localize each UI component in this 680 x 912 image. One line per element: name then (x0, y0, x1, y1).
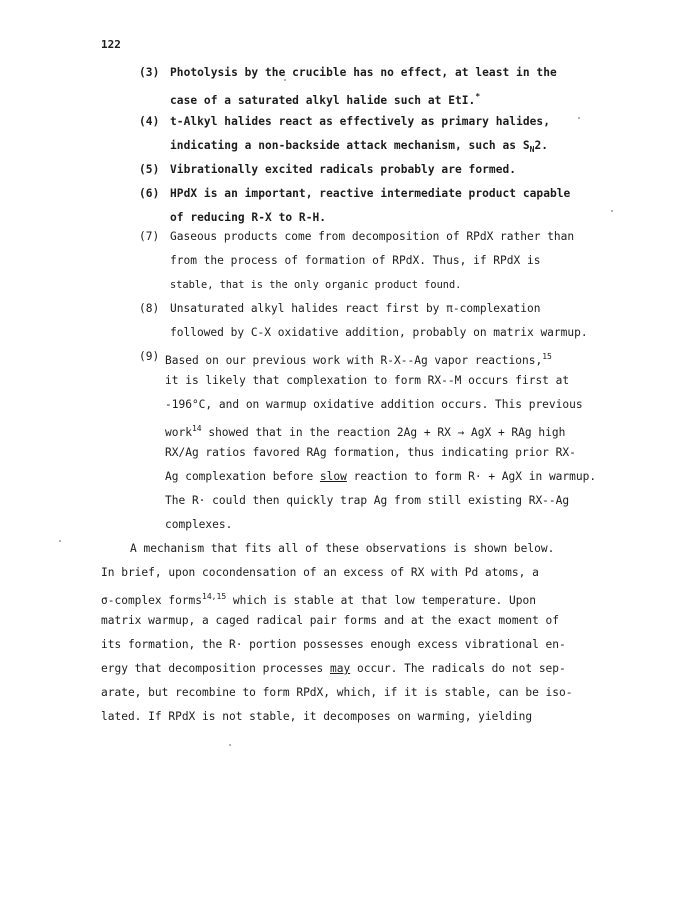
reference-15: 15 (542, 352, 552, 361)
item-9-line-1-text: Based on our previous work with R-X--Ag vapor reactions, (165, 354, 543, 367)
sn2-tail: 2. (534, 139, 549, 152)
item-4-line-1: t-Alkyl halides react as effectively as primary halides, (170, 115, 550, 128)
item-9-line-6-tail: reaction to form R· + AgX in warmup. (346, 470, 597, 483)
paragraph-line-5: its formation, the R· portion possesses enough excess vibrational en- (101, 638, 566, 651)
page-number: 122 (101, 38, 121, 51)
paragraph-line-6-tail: occur. The radicals do not sep- (350, 662, 566, 675)
paragraph-line-8: lated. If RPdX is not stable, it decomposes on warming, yielding (101, 710, 533, 723)
item-7-line-3: stable, that is the only organic product found. (170, 279, 462, 291)
item-number: (4) (139, 115, 160, 128)
item-7-line-2: from the process of formation of RPdX. Thus, if RPdX is (170, 254, 541, 267)
item-9-line-7: The R· could then quickly trap Ag from still existing RX--Ag (165, 494, 570, 507)
item-number: (6) (139, 187, 160, 200)
item-number: (5) (139, 163, 160, 176)
item-9-line-2: it is likely that complexation to form RX--M occurs first at (165, 374, 570, 387)
paragraph-line-3-tail: which is stable at that low temperature. Upon (226, 594, 536, 607)
paragraph-line-4: matrix warmup, a caged radical pair forms and at the exact moment of (101, 614, 560, 627)
paragraph-line-3 (101, 590, 536, 608)
item-6-line-2: of reducing R-X to R-H. (170, 211, 327, 224)
item-number: (7) (139, 230, 160, 243)
paragraph-line-6-head: ergy that decomposition processes (101, 662, 331, 675)
footnote-mark: * (475, 92, 481, 101)
item-3-line-2 (170, 90, 480, 108)
scan-speck (611, 210, 613, 212)
item-9-line-4-tail: showed that in the reaction 2Ag + RX → AgX + RAg high (201, 426, 566, 439)
item-5-line-1: Vibrationally excited radicals probably are formed. (170, 163, 517, 176)
underlined-may: may (330, 662, 351, 675)
item-7-line-1: Gaseous products come from decomposition of RPdX rather than (170, 230, 575, 243)
scan-speck (284, 79, 286, 81)
item-9-line-1 (165, 350, 552, 368)
item-8-line-2: followed by C-X oxidative addition, probably on matrix warmup. (170, 326, 588, 339)
paragraph-line-3-head: σ-complex forms (101, 594, 203, 607)
reference-14: 14 (191, 424, 202, 433)
item-3-line-1: Photolysis by the crucible has no effect, at least in the (170, 66, 557, 79)
paragraph-line-1: A mechanism that fits all of these observations is shown below. (130, 542, 555, 555)
item-9-line-5: RX/Ag ratios favored RAg formation, thus indicating prior RX- (165, 446, 576, 459)
scan-speck (229, 744, 231, 746)
item-4-line-2 (170, 139, 548, 157)
subscript-n: N (529, 145, 535, 154)
item-9-line-3: -196°C, and on warmup oxidative addition occurs. This previous (165, 398, 583, 411)
item-number: (9) (139, 350, 160, 363)
item-9-line-6 (165, 470, 596, 484)
item-9-line-4 (165, 422, 565, 440)
item-6-line-1: HPdX is an important, reactive intermediate product capable (170, 187, 571, 200)
item-9-line-6-head: Ag complexation before (165, 470, 320, 483)
item-number: (3) (139, 66, 160, 79)
scan-speck (59, 540, 61, 542)
item-number: (8) (139, 302, 160, 315)
item-8-line-1: Unsaturated alkyl halides react first by π-complexation (170, 302, 541, 315)
item-4-line-2-text: indicating a non-backside attack mechanism, such as S (170, 139, 530, 152)
item-3-line-2-text: case of a saturated alkyl halide such at EtI. (170, 94, 476, 107)
scan-speck (578, 117, 580, 119)
paragraph-line-6 (101, 662, 566, 676)
reference-14-15: 14,15 (202, 592, 227, 601)
item-9-line-8: complexes. (165, 518, 233, 531)
paragraph-line-2: In brief, upon cocondensation of an excess of RX with Pd atoms, a (101, 566, 539, 579)
paragraph-line-7: arate, but recombine to form RPdX, which, if it is stable, can be iso- (101, 686, 573, 699)
underlined-slow: slow (319, 470, 347, 483)
item-9-work: work (165, 426, 192, 439)
